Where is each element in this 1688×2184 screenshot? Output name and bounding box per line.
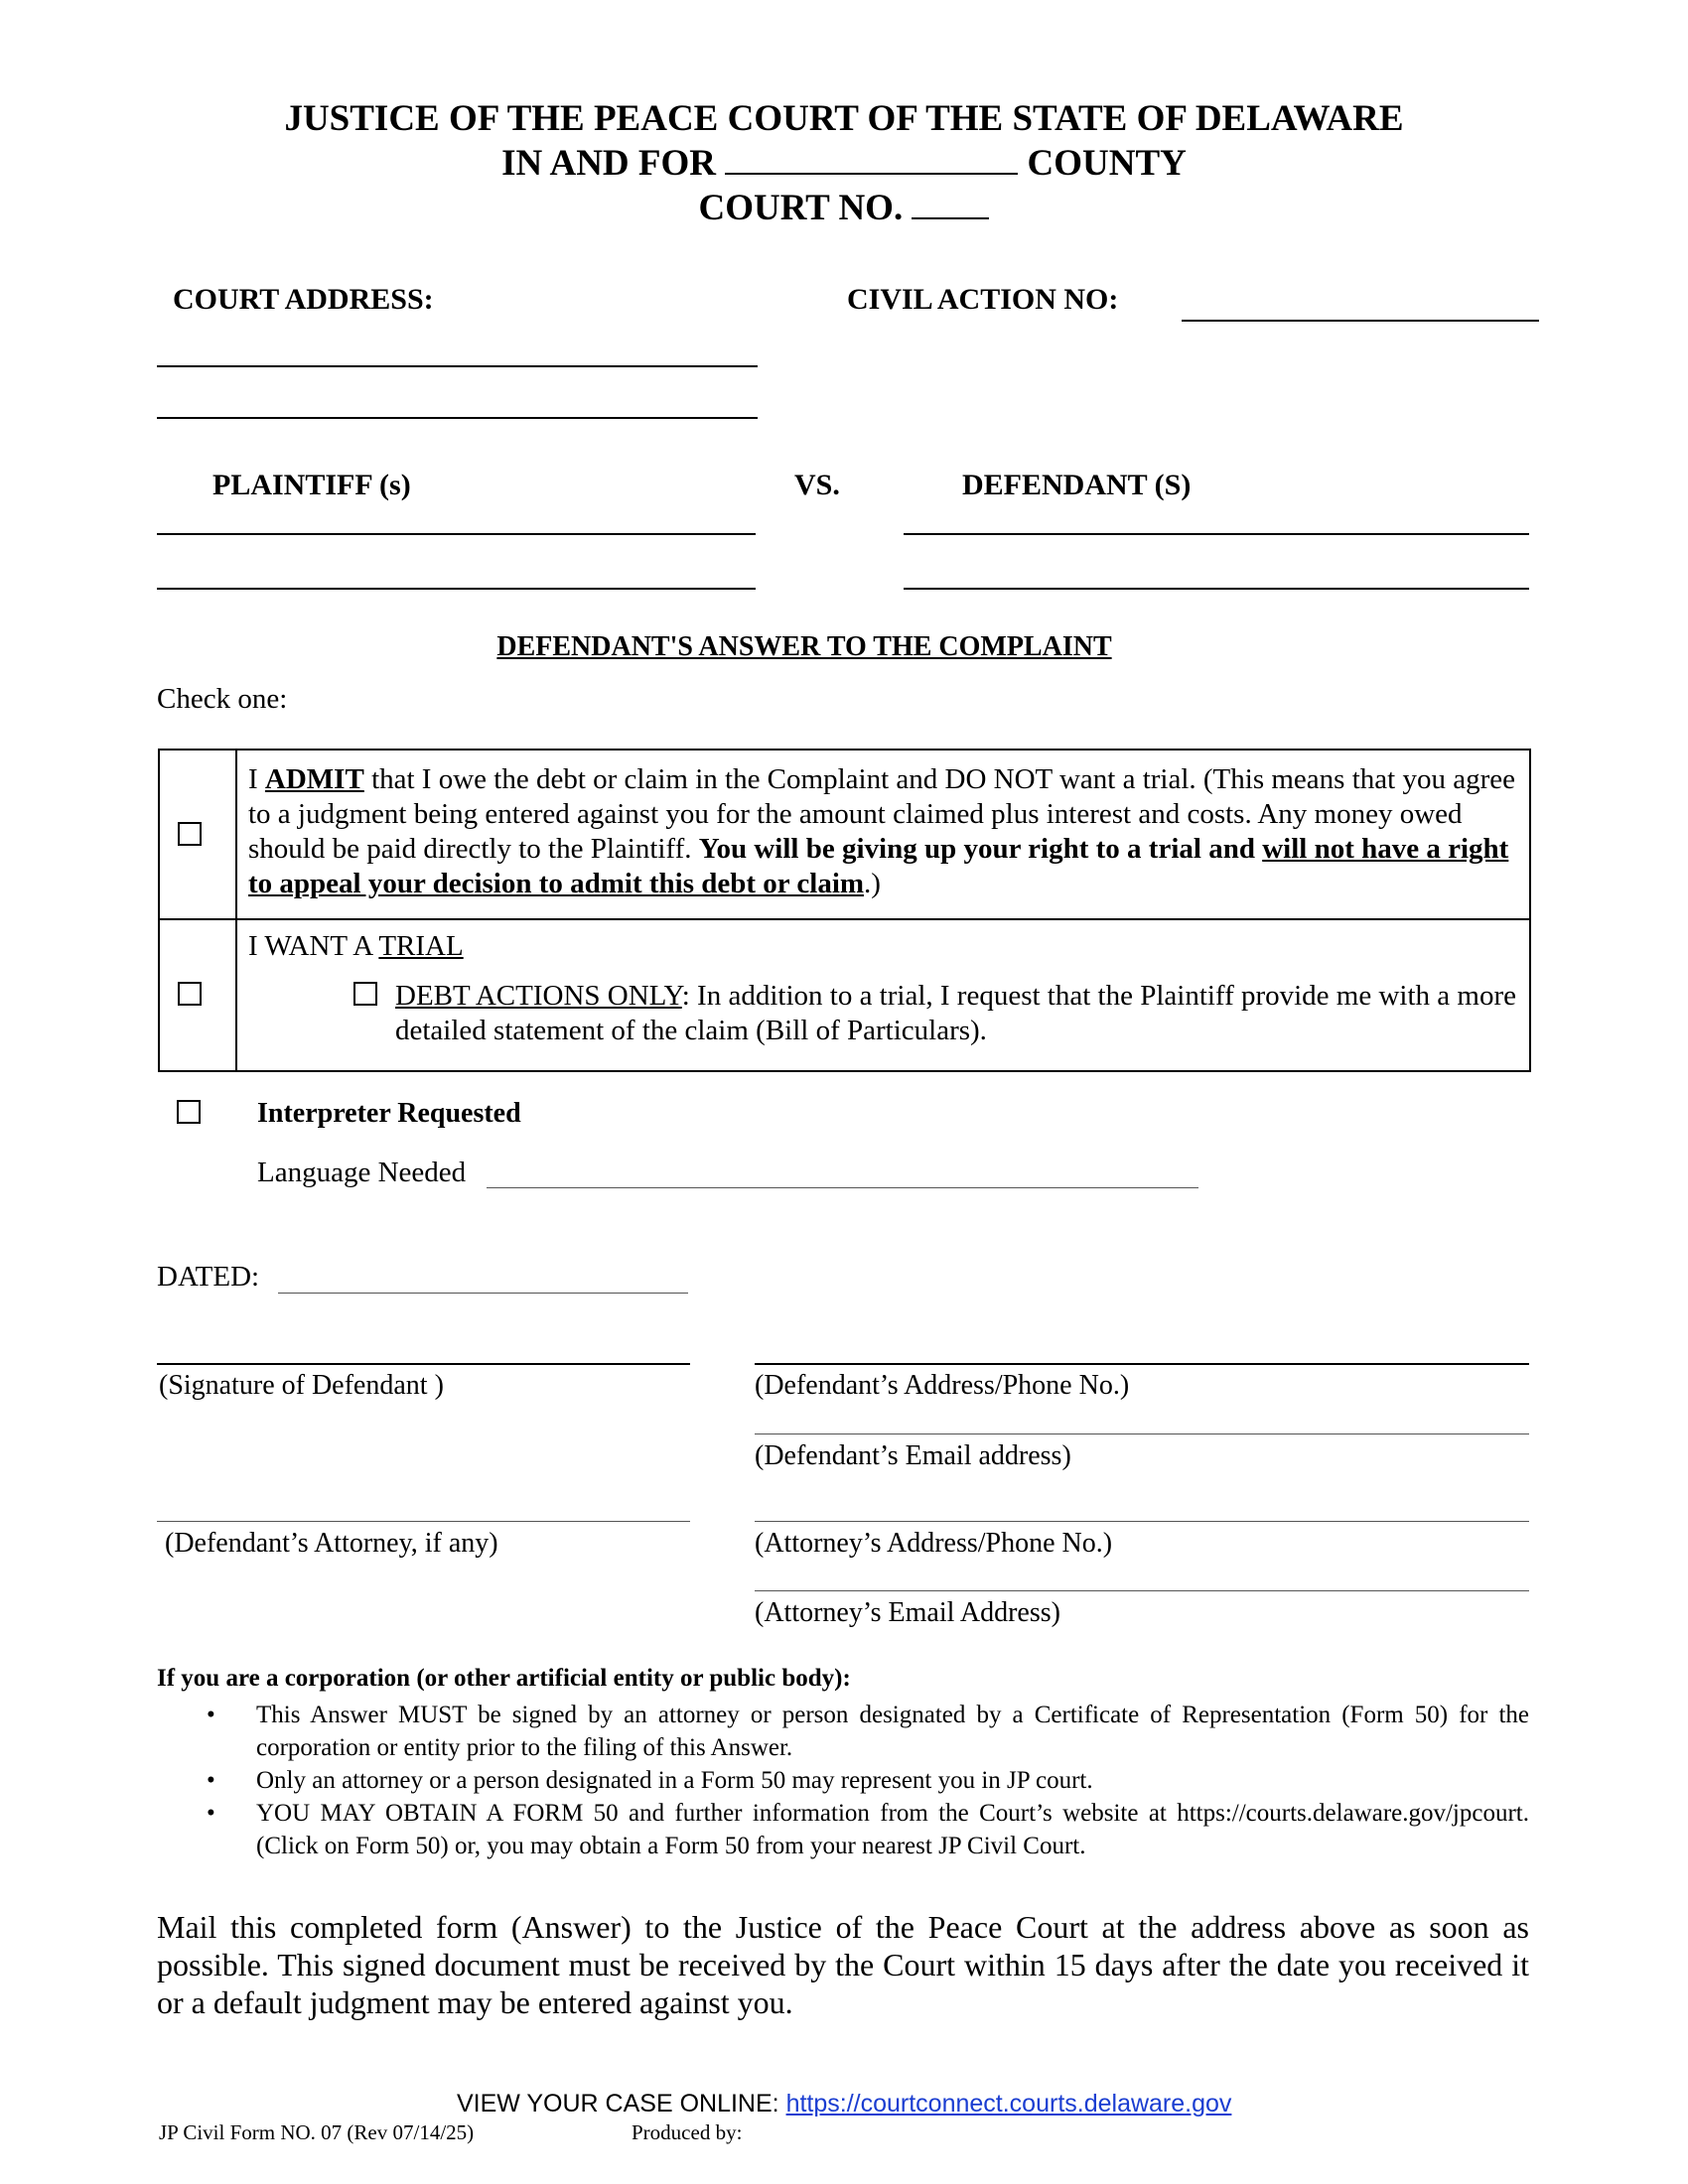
trial-checkbox[interactable] xyxy=(178,982,202,1006)
court-address-field-1[interactable] xyxy=(157,365,758,367)
admit-warning-2: will not have a right to appeal your decision to admit this debt or claim xyxy=(248,833,1509,899)
view-case-label: VIEW YOUR CASE ONLINE: xyxy=(457,2090,786,2117)
defendant-email-label: (Defendant’s Email address) xyxy=(755,1440,1071,1471)
interpreter-label: Interpreter Requested xyxy=(257,1098,521,1129)
court-title: JUSTICE OF THE PEACE COURT OF THE STATE OF DELAWARE xyxy=(284,98,1404,139)
dated-label: DATED: xyxy=(157,1261,260,1293)
corporation-note-2: • Only an attorney or a person designated in a Form 50 may represent you in JP court. xyxy=(157,1764,1529,1797)
debt-actions-label: DEBT ACTIONS ONLY xyxy=(395,980,682,1012)
defendant-field-2[interactable] xyxy=(904,588,1529,590)
court-number-field[interactable] xyxy=(912,188,989,219)
view-case-online xyxy=(457,2090,1231,2118)
county-field[interactable] xyxy=(725,143,1018,175)
trial-option-text: I WANT A TRIAL xyxy=(248,930,464,962)
defendant-label: DEFENDANT (S) xyxy=(962,469,1192,501)
attorney-label: (Defendant’s Attorney, if any) xyxy=(165,1528,498,1559)
corporation-heading: If you are a corporation (or other artificial entity or public body): xyxy=(157,1665,851,1692)
court-number-label: COURT NO. xyxy=(698,188,904,228)
county-suffix: COUNTY xyxy=(1027,143,1187,184)
defendant-email-field[interactable] xyxy=(755,1433,1529,1434)
attorney-email-field[interactable] xyxy=(755,1590,1529,1591)
interpreter-checkbox[interactable] xyxy=(177,1100,201,1124)
civil-action-label: CIVIL ACTION NO: xyxy=(847,283,1119,316)
table-row-divider xyxy=(158,918,1531,920)
defendant-signature-label: (Signature of Defendant ) xyxy=(159,1370,444,1401)
attorney-field[interactable] xyxy=(157,1521,690,1522)
admit-warning-1: You will be giving up your right to a trial and xyxy=(698,833,1263,865)
attorney-address-field[interactable] xyxy=(755,1521,1529,1522)
admit-checkbox[interactable] xyxy=(178,822,202,846)
debt-actions-checkbox[interactable] xyxy=(353,982,377,1006)
corporation-note-1: • This Answer MUST be signed by an attorney or person designated by a Certificate of Representation (Form 50) for the corporation or entity prior to the filing of this Answer. xyxy=(157,1699,1529,1764)
corporation-notes xyxy=(157,1699,1529,1862)
trial-word: TRIAL xyxy=(378,930,464,962)
vs-label: VS. xyxy=(794,469,840,501)
plaintiff-field-1[interactable] xyxy=(157,533,756,535)
language-label: Language Needed xyxy=(257,1157,467,1188)
county-prefix: IN AND FOR xyxy=(501,143,716,184)
corporation-note-3: • YOU MAY OBTAIN A FORM 50 and further information from the Court’s website at https://courts.delaware.gov/jpcourt. (Click on Form 50) or, you may obtain a Form 50 from your nearest JP Civil Court. xyxy=(157,1797,1529,1862)
language-field[interactable] xyxy=(487,1187,1198,1188)
form-id: JP Civil Form NO. 07 (Rev 07/14/25) xyxy=(159,2120,475,2144)
court-address-label: COURT ADDRESS: xyxy=(173,283,434,316)
attorney-address-label: (Attorney’s Address/Phone No.) xyxy=(755,1528,1113,1559)
courtconnect-link[interactable]: https://courtconnect.courts.delaware.gov xyxy=(785,2090,1232,2117)
admit-option-text: I ADMIT that I owe the debt or claim in the Complaint and DO NOT want a trial. (This means that you agree to a judgment being entered against you for the amount claimed plus interest and costs. Any money owed should be paid directly to the Plaintiff. You will be giving up your right to a trial and will not have a right to appeal your decision to admit this debt or claim.) xyxy=(248,763,1515,899)
dated-field[interactable] xyxy=(278,1293,688,1294)
produced-by: Produced by: xyxy=(632,2120,743,2144)
defendant-address-field[interactable] xyxy=(755,1363,1529,1365)
admit-word: ADMIT xyxy=(264,763,364,795)
table-column-divider xyxy=(235,749,237,1072)
court-number-line xyxy=(0,187,1688,229)
county-line xyxy=(0,142,1688,185)
debt-actions-text: DEBT ACTIONS ONLY: In addition to a trial, I request that the Plaintiff provide me with a more detailed statement of the claim (Bill of Particulars). xyxy=(395,980,1516,1046)
defendant-signature-field[interactable] xyxy=(157,1363,690,1365)
attorney-email-label: (Attorney’s Email Address) xyxy=(755,1597,1060,1628)
form-title: DEFENDANT'S ANSWER TO THE COMPLAINT xyxy=(496,631,1112,662)
mail-instructions: Mail this completed form (Answer) to the Justice of the Peace Court at the address above as soon as possible. This signed document must be received by the Court within 15 days after the date you received it or a default judgment may be entered against you. xyxy=(157,1909,1529,2020)
court-address-field-2[interactable] xyxy=(157,417,758,419)
plaintiff-field-2[interactable] xyxy=(157,588,756,590)
check-one-label: Check one: xyxy=(157,683,288,715)
defendant-field-1[interactable] xyxy=(904,533,1529,535)
defendant-address-label: (Defendant’s Address/Phone No.) xyxy=(755,1370,1130,1401)
plaintiff-label: PLAINTIFF (s) xyxy=(212,469,411,501)
civil-action-field[interactable] xyxy=(1182,320,1539,322)
